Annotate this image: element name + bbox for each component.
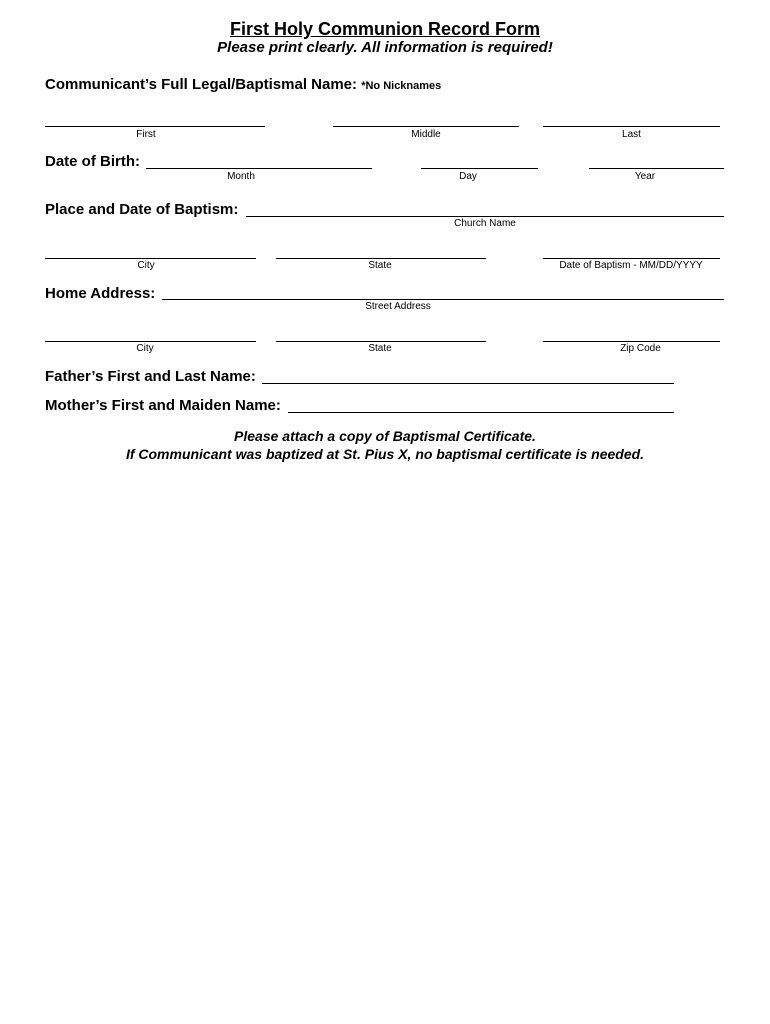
birth-year-field[interactable] — [589, 168, 724, 169]
communicant-name-label — [45, 76, 441, 95]
birth-day-caption: Day — [459, 171, 477, 182]
baptism-city-field[interactable] — [45, 258, 256, 259]
father-name-label: Father’s First and Last Name: — [45, 368, 256, 385]
baptism-date-caption: Date of Baptism - MM/DD/YYYY — [559, 260, 703, 271]
last-name-field[interactable] — [543, 126, 720, 127]
first-name-field[interactable] — [45, 126, 265, 127]
mother-name-field[interactable] — [288, 412, 674, 413]
form-title-text: First Holy Communion Record Form — [229, 19, 541, 39]
father-name-field[interactable] — [262, 383, 674, 384]
church-name-caption: Church Name — [454, 218, 516, 229]
home-city-field[interactable] — [45, 341, 256, 342]
last-name-caption: Last — [622, 129, 641, 140]
home-city-caption: City — [136, 343, 154, 354]
baptismal-certificate-note: Please attach a copy of Baptismal Certificate. — [234, 428, 536, 444]
birth-month-caption: Month — [227, 171, 255, 182]
form-title — [0, 18, 770, 40]
baptism-state-caption: State — [368, 260, 392, 271]
church-name-field[interactable] — [246, 216, 724, 217]
street-address-field[interactable] — [162, 299, 724, 300]
first-name-caption: First — [136, 129, 156, 140]
zip-code-field[interactable] — [543, 341, 720, 342]
form-subtitle: Please print clearly. All information is required! — [217, 39, 553, 56]
home-address-label: Home Address: — [45, 285, 156, 302]
birth-year-caption: Year — [634, 171, 656, 182]
baptism-city-caption: City — [137, 260, 155, 271]
baptism-label: Place and Date of Baptism: — [45, 201, 239, 218]
baptism-date-field[interactable] — [543, 258, 720, 259]
st-pius-note: If Communicant was baptized at St. Pius X, no baptismal certificate is needed. — [125, 446, 645, 462]
home-state-field[interactable] — [276, 341, 486, 342]
date-of-birth-label: Date of Birth: — [45, 153, 140, 170]
middle-name-caption: Middle — [411, 129, 441, 140]
mother-name-label: Mother’s First and Maiden Name: — [45, 397, 281, 414]
communicant-name-label-text: Communicant’s Full Legal/Baptismal Name: — [45, 76, 358, 93]
baptism-state-field[interactable] — [276, 258, 486, 259]
birth-month-field[interactable] — [146, 168, 372, 169]
home-state-caption: State — [368, 343, 392, 354]
zip-code-caption: Zip Code — [620, 343, 661, 354]
birth-day-field[interactable] — [421, 168, 538, 169]
no-nicknames-note: *No Nicknames — [361, 80, 442, 92]
middle-name-field[interactable] — [333, 126, 519, 127]
street-address-caption: Street Address — [365, 301, 431, 312]
